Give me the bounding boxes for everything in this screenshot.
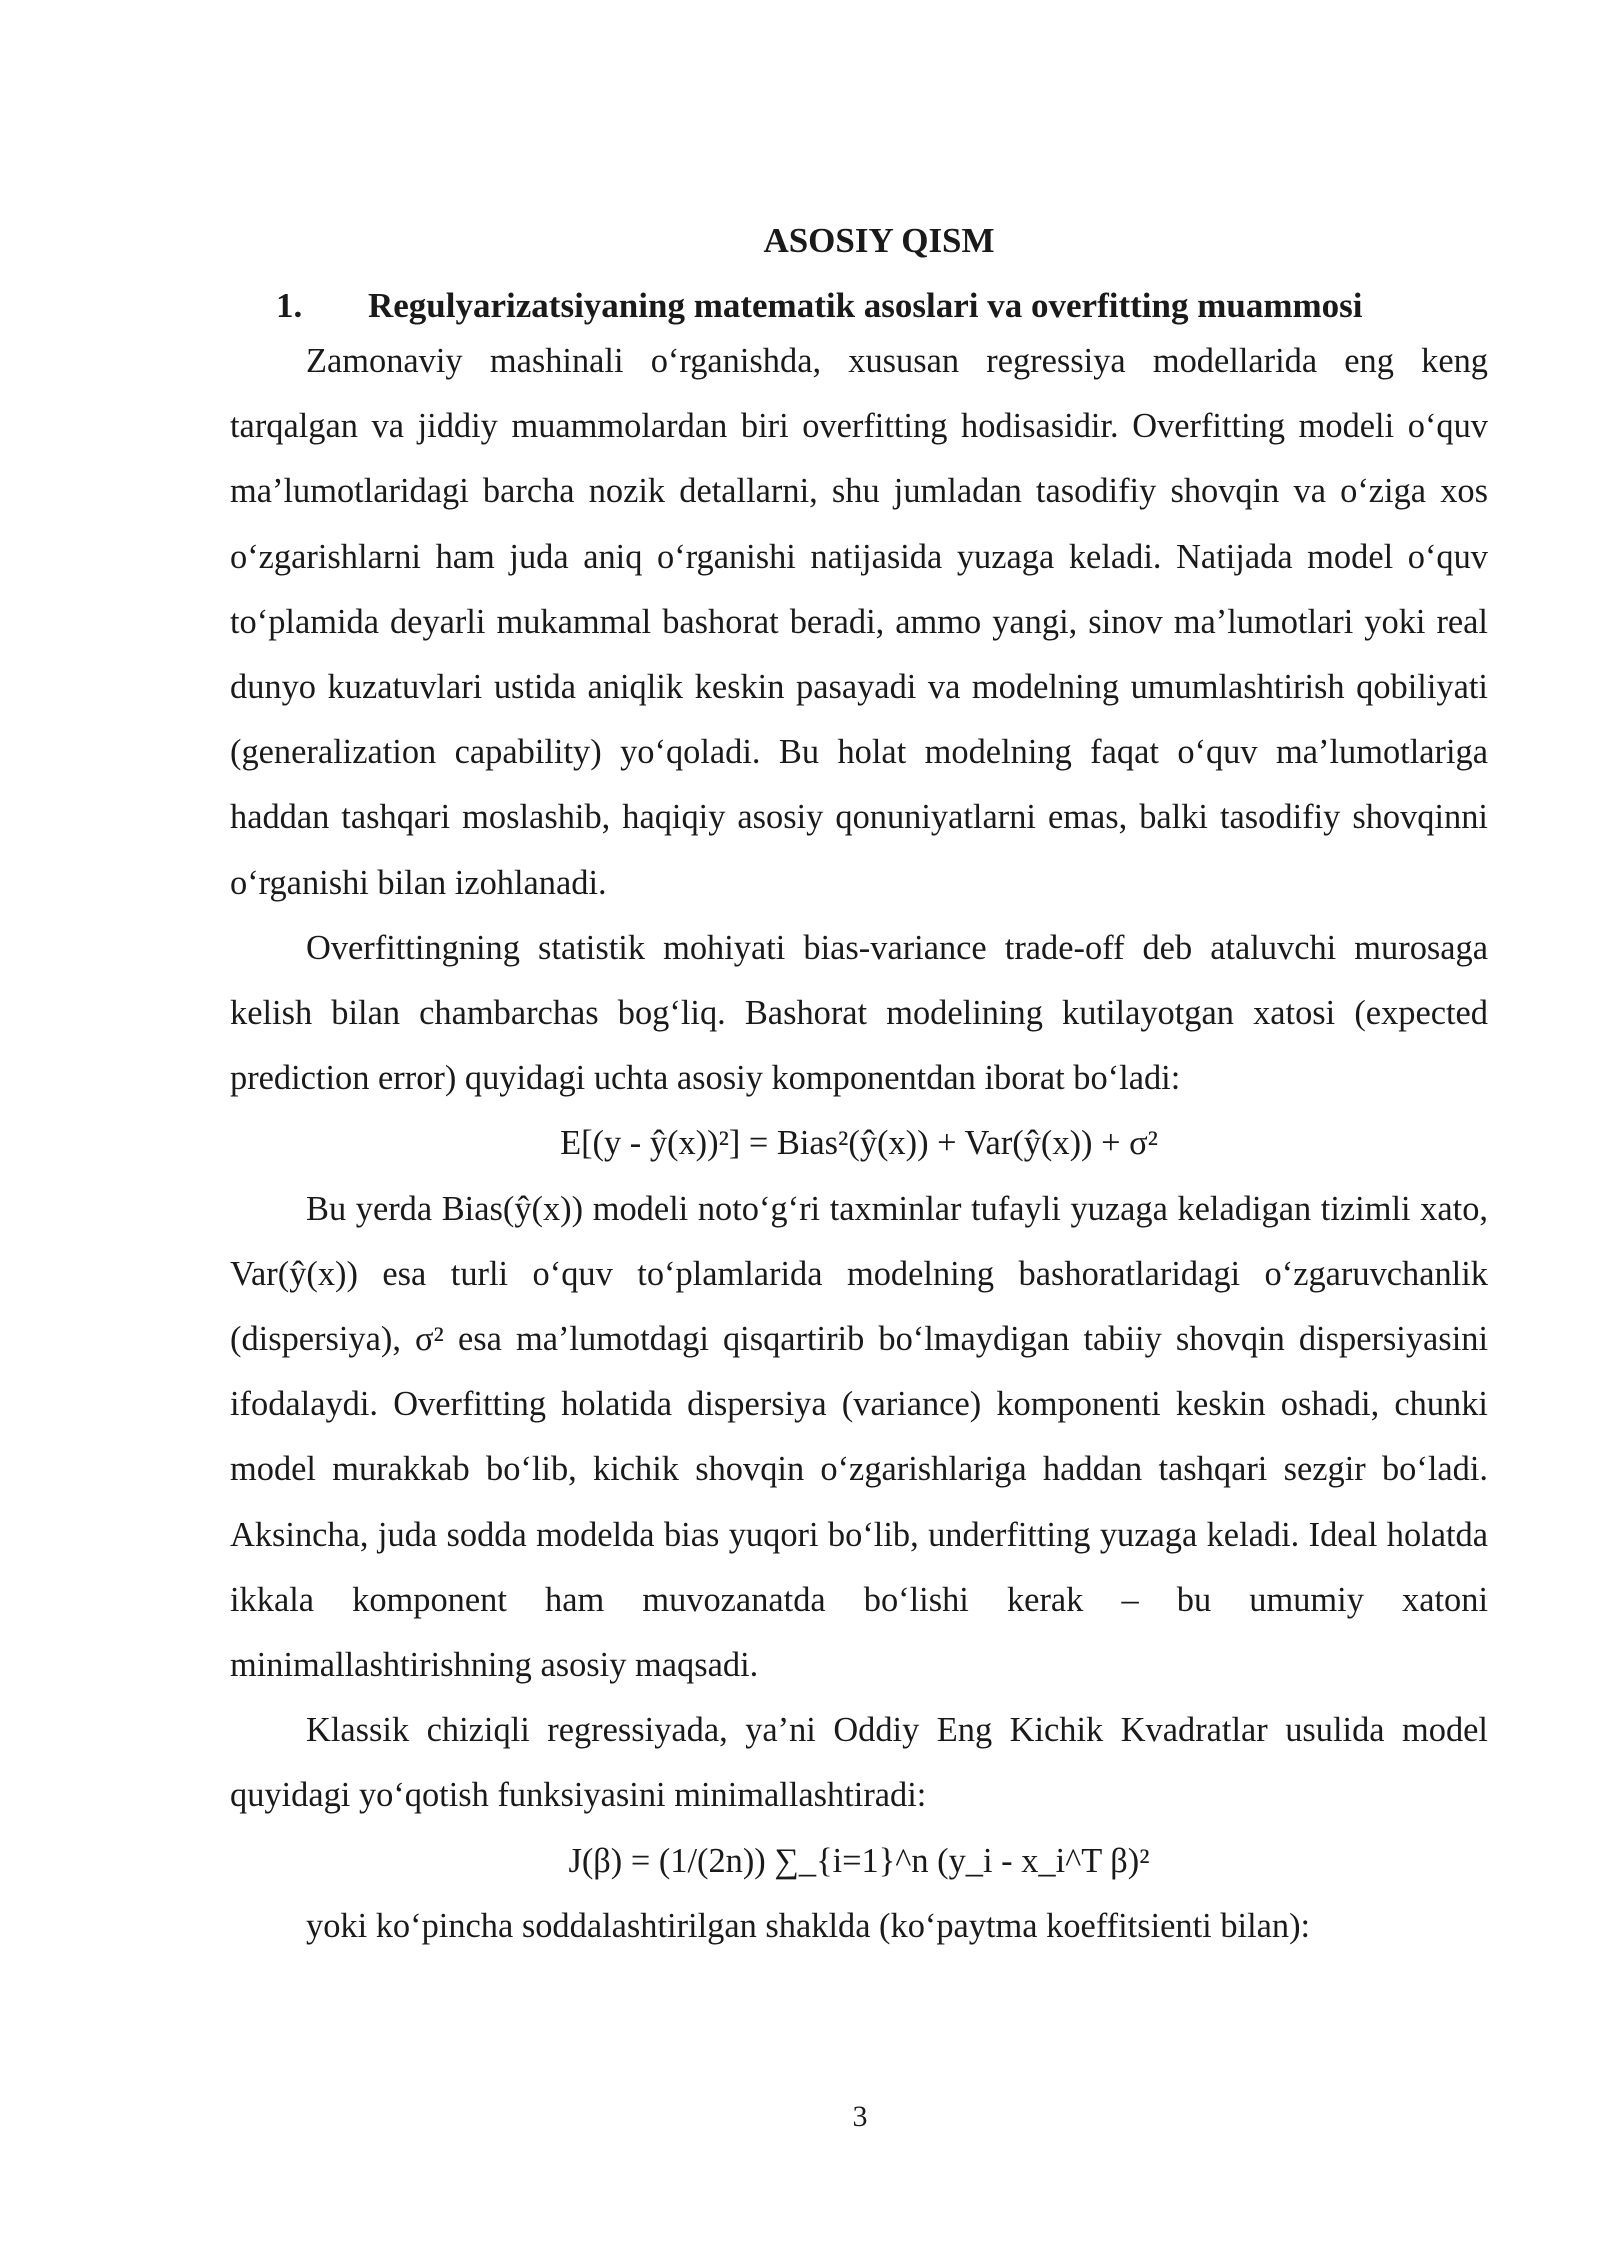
document-body [230,218,1488,1959]
paragraph-components-explained: Bu yerda Bias(ŷ(x)) modeli noto‘g‘ri taxminlar tufayli yuzaga keladigan tizimli xato, Var(ŷ(x)) esa turli o‘quv to‘plamlarida modelning bashoratlaridagi o‘zgaruvchanlik (dispersiya), σ² esa ma’lumotdagi qisqartirib bo‘lmaydigan tabiiy shovqin dispersiyasini ifodalaydi. Overfitting holatida dispersiya (variance) komponenti keskin oshadi, chunki model murakkab bo‘lib, kichik shovqin o‘zgarishlariga haddan tashqari sezgir bo‘ladi. Aksincha, juda sodda modelda bias yuqori bo‘lib, underfitting yuzaga keladi. Ideal holatda ikkala komponent ham muvozanatda bo‘lishi kerak – bu umumiy xatoni minimallashtirishning asosiy maqsadi. [230,1189,1488,1685]
section-title: Regulyarizatsiyaning matematik asoslari va overfitting muammosi [368,286,1363,325]
formula-loss-function: J(β) = (1/(2n)) ∑_{i=1}^n (y_i - x_i^T β)² [568,1841,1150,1880]
paragraph-overfitting-intro: Zamonaviy mashinali o‘rganishda, xususan regressiya modellarida eng keng tarqalgan va jiddiy muammolardan biri overfitting hodisasidir. Overfitting modeli o‘quv ma’lumotlaridagi barcha nozik detallarni, shu jumladan tasodifiy shovqin va o‘ziga xos o‘zgarishlarni ham juda aniq o‘rganishi natijasida yuzaga keladi. Natijada model o‘quv to‘plamida deyarli mukammal bashorat beradi, ammo yangi, sinov ma’lumotlari yoki real dunyo kuzatuvlari ustida aniqlik keskin pasayadi va modelning umumlashtirish qobiliyati (generalization capability) yo‘qoladi. Bu holat modelning faqat o‘quv ma’lumotlariga haddan tashqari moslashib, haqiqiy asosiy qonuniyatlarni emas, balki tasodifiy shovqinni o‘rganishi bilan izohlanadi. [230,342,1488,902]
paragraph-ols-intro: Klassik chiziqli regressiyada, ya’ni Oddiy Eng Kichik Kvadratlar usulida model quyidagi yo‘qotish funksiyasini minimallashtiradi: [230,1711,1488,1815]
paragraph-simplified-form: yoki ko‘pincha soddalashtirilgan shaklda (ko‘paytma koeffitsienti bilan): [306,1906,1311,1945]
formula-expected-error: E[(y - ŷ(x))²] = Bias²(ŷ(x)) + Var(ŷ(x)) + σ² [560,1124,1158,1163]
page-number: 3 [852,2100,868,2133]
section-number: 1. [276,286,303,325]
paragraph-bias-variance: Overfittingning statistik mohiyati bias-variance trade-off deb ataluvchi murosaga kelish bilan chambarchas bog‘liq. Bashorat modelining kutilayotgan xatosi (expected prediction error) quyidagi uchta asosiy komponentdan iborat bo‘ladi: [230,928,1488,1098]
main-title: ASOSIY QISM [763,221,995,260]
section-heading [230,283,1488,329]
